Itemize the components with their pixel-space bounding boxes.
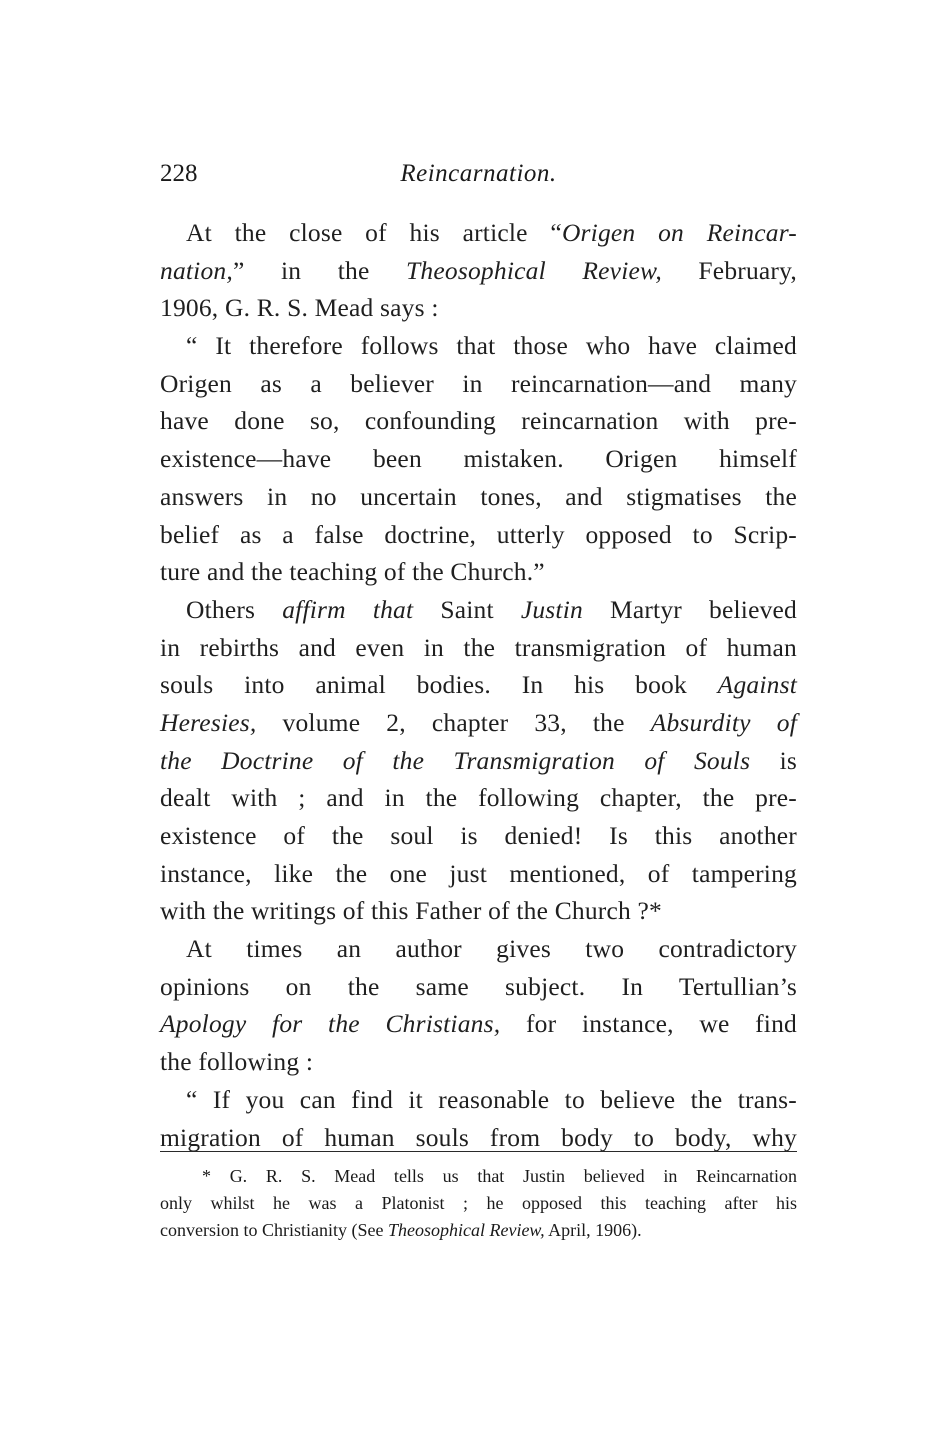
text-line: At times an author gives two contradictory bbox=[186, 934, 797, 964]
text-line: opinions on the same subject. In Tertullian’s bbox=[160, 971, 797, 1001]
book-page bbox=[160, 150, 797, 1156]
footnote-line: conversion to Christianity (See Theosophical Review, April, 1906). bbox=[160, 1220, 642, 1240]
footnote-line: * G. R. S. Mead tells us that Justin believed in Reincarnation bbox=[202, 1166, 797, 1186]
paragraph-quote bbox=[160, 327, 797, 591]
text-line: Heresies, volume 2, chapter 33, the Absurdity of bbox=[160, 707, 797, 737]
page-number: 228 bbox=[160, 160, 198, 187]
paragraph bbox=[160, 591, 797, 930]
text-line: Apology for the Christians, for instance, we find bbox=[160, 1009, 797, 1039]
text-line: belief as a false doctrine, utterly opposed to Scrip- bbox=[160, 519, 797, 549]
text-line: nation,” in the Theosophical Review, February, bbox=[160, 255, 797, 285]
text-line: migration of human souls from body to body, why bbox=[160, 1122, 797, 1152]
text-line: “ It therefore follows that those who have claimed bbox=[186, 331, 797, 361]
text-line: 1906, G. R. S. Mead says : bbox=[160, 293, 439, 323]
text-line: existence of the soul is denied! Is this another bbox=[160, 821, 797, 850]
text-line: the following : bbox=[160, 1047, 314, 1077]
text-line: dealt with ; and in the following chapter, the pre- bbox=[160, 783, 797, 813]
body-text bbox=[160, 214, 797, 1156]
running-head bbox=[160, 150, 797, 190]
text-line: the Doctrine of the Transmigration of Souls is bbox=[160, 745, 797, 775]
text-line: with the writings of this Father of the Church ?* bbox=[160, 896, 663, 926]
text-line: Origen as a believer in reincarnation—and many bbox=[160, 368, 797, 398]
running-title: Reincarnation. bbox=[400, 160, 557, 187]
footnote bbox=[160, 1163, 797, 1244]
text-line: ture and the teaching of the Church.” bbox=[160, 557, 545, 587]
paragraph bbox=[160, 930, 797, 1081]
text-line: in rebirths and even in the transmigration of human bbox=[160, 632, 797, 662]
text-line: answers in no uncertain tones, and stigmatises the bbox=[160, 481, 797, 511]
paragraph-quote bbox=[160, 1081, 797, 1156]
footnote-line: only whilst he was a Platonist ; he opposed this teaching after his bbox=[160, 1193, 797, 1213]
text-line: Others affirm that Saint Justin Martyr believed bbox=[186, 594, 798, 624]
footnote-divider bbox=[160, 1151, 797, 1152]
text-line: existence—have been mistaken. Origen himself bbox=[160, 444, 797, 474]
text-line: At the close of his article “Origen on Reincar- bbox=[186, 218, 798, 247]
text-line: instance, like the one just mentioned, of tampering bbox=[160, 858, 797, 888]
text-line: “ If you can find it reasonable to believe the trans- bbox=[186, 1084, 797, 1114]
text-line: souls into animal bodies. In his book Against bbox=[160, 670, 797, 700]
text-line: have done so, confounding reincarnation with pre- bbox=[160, 406, 797, 436]
paragraph bbox=[160, 214, 797, 327]
